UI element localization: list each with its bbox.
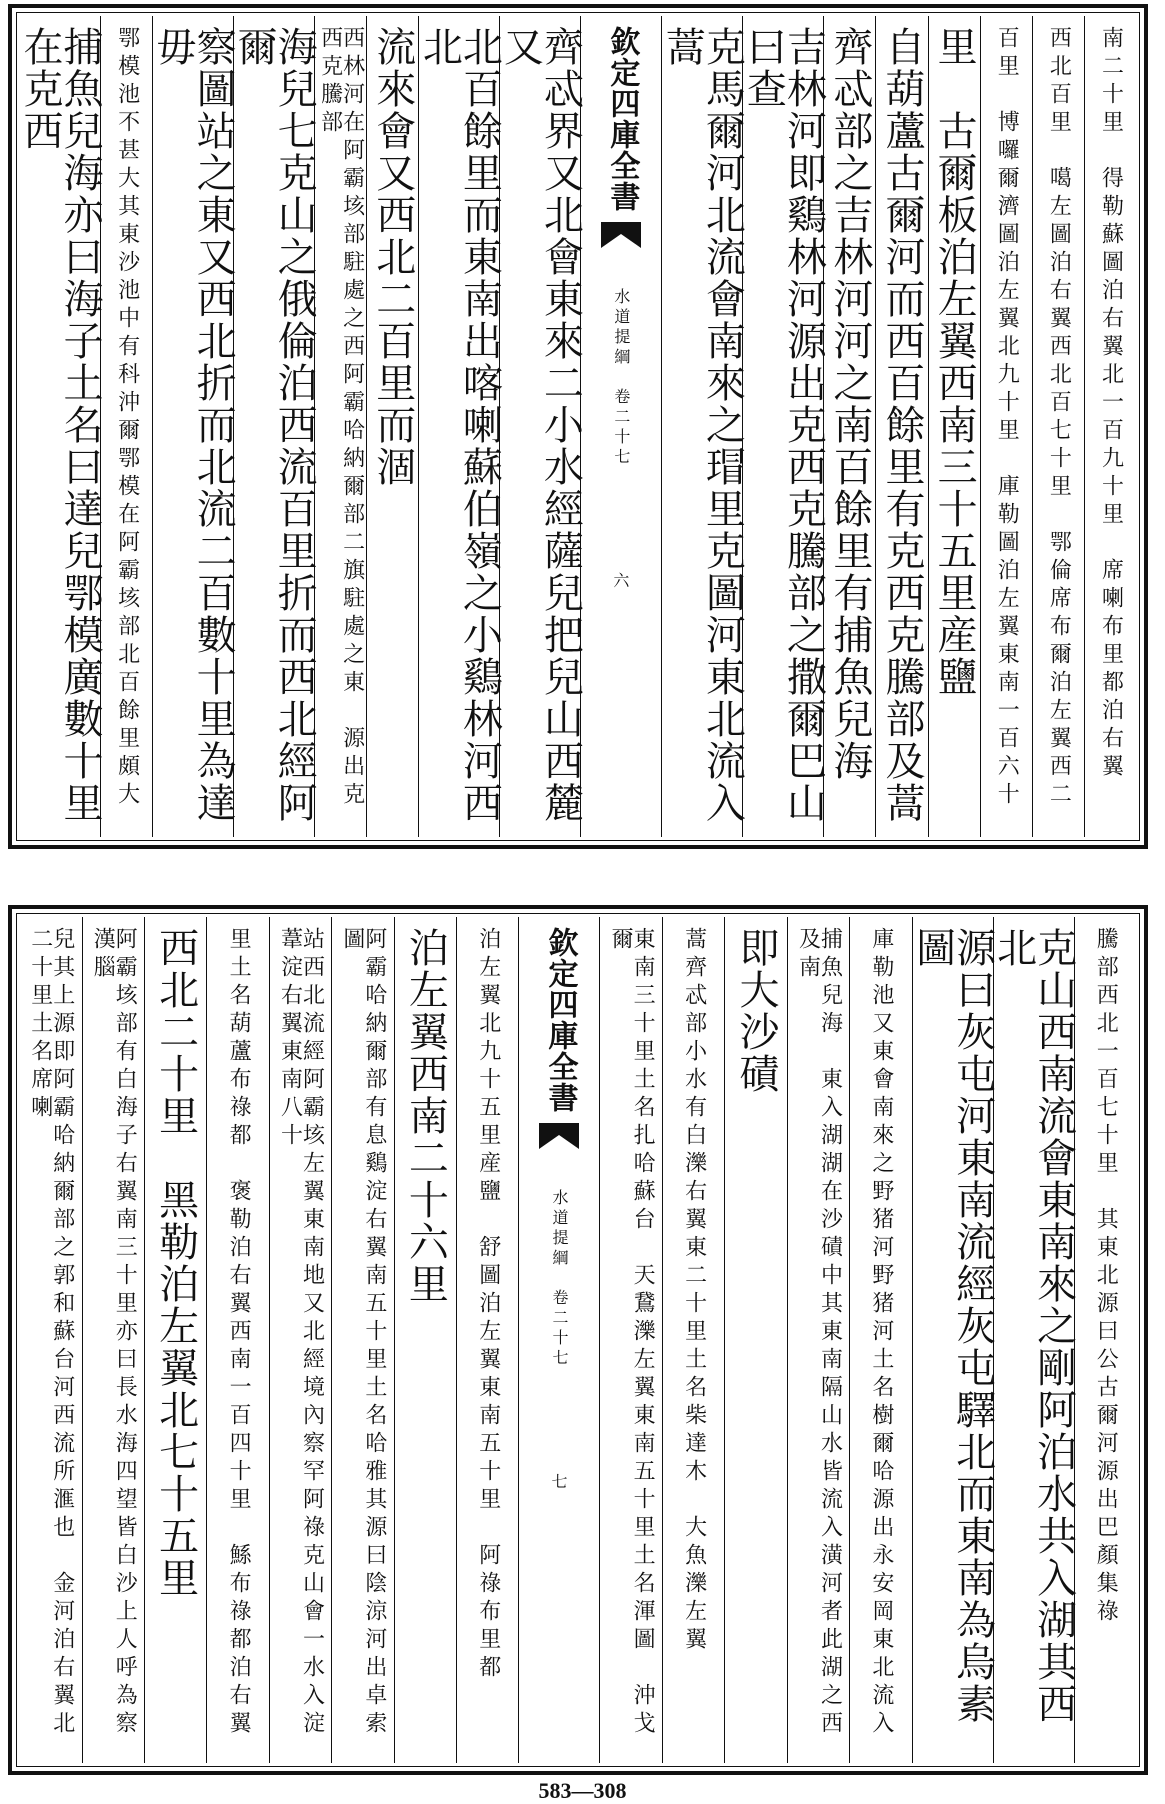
column-text: 吉林河即鷄林河源出克西克騰部之撒爾巴山曰查 [740,26,827,824]
right-column-8 [659,16,746,837]
right-column-8 [599,917,661,1763]
left-column-3 [331,917,393,1763]
column-text: 西林河在阿霸垓部駐處之西阿霸哈納爾部二旗駐處之東 源出克西克騰部 [317,26,365,810]
right-column-7 [740,16,827,837]
lower-columns [20,917,1136,1767]
column-text: 阿霸垓部有白海子右翼南三十里亦曰長水海四望皆白沙上人呼為察漢腦 [90,927,138,1739]
column-text: 捕魚兒海亦曰海子土名曰達兒鄂模廣數十里在克西 [17,26,104,824]
right-column-2 [1032,16,1084,837]
column-text: 克山西南流會東南來之剛阿泊水共入湖其西北 [990,927,1077,1725]
right-column-5 [875,16,927,837]
left-column-2 [394,917,456,1763]
lower-page [8,905,1148,1775]
right-column-6 [823,16,875,837]
column-text: 自葫蘆古爾河而西百餘里有克西克騰部及蒿 [879,26,925,824]
column-text: 即大沙磧 [733,927,780,1095]
left-column-5 [231,16,318,837]
column-text: 海兒七克山之俄倫泊西流百里折而西北經阿爾 [231,26,318,824]
left-column-1 [456,917,518,1763]
right-column-2 [990,917,1077,1763]
left-column-5 [206,917,268,1763]
center-fold [580,16,661,837]
column-text: 里 古爾板泊左翼西南三十五里産鹽 [931,26,978,698]
right-column-5 [787,917,849,1763]
column-text: 捕魚兒海 東入湖湖在沙磧中其東南隔山水皆流入潢河者此湖之西及南 [795,927,843,1739]
column-text: 察圖站之東又西北折而北流二百數十里為達毋 [150,26,237,824]
leaf-number: 六 [613,571,630,590]
column-text: 站西北流經阿霸垓左翼東南地又北經境內察罕阿祿克山會一水入淀 葦淀右翼東南八十 [277,927,325,1767]
column-text: 阿霸哈納爾部有息鷄淀右翼南五十里土名哈雅其源曰陰涼河出卓索圖 [339,927,387,1739]
right-column-7 [662,917,724,1763]
column-text: 泊左翼西南二十六里 [402,927,449,1305]
right-column-6 [724,917,786,1763]
left-column-3 [366,16,418,837]
column-text: 庫勒池又東會南來之野猪河野猪河土名樹爾哈源出永安岡東北流入 [868,927,894,1739]
right-column-1 [1084,16,1136,837]
column-text: 里土名葫蘆布祿都 褒勒泊右翼西南一百四十里 鯀布祿都泊右翼 [226,927,252,1739]
column-text: 西北百里 噶左圖泊右翼西北百七十里 鄂倫席布爾泊左翼西二 [1046,26,1072,810]
column-text: 兒其上源即阿霸哈納爾部之郭和蘇台河西流所滙也 金河泊右翼北二十里土名席喇 [27,927,75,1739]
left-column-8 [20,917,81,1763]
left-column-6 [144,917,206,1763]
column-text: 克馬爾河北流會南來之瑁里克圖河東北流入蒿 [659,26,746,824]
column-text: 鄂模池不甚大其東沙池中有科沖爾鄂模在阿霸垓部北百餘里頗大 [114,26,140,810]
leaf-number: 七 [551,1472,568,1491]
column-text: 東南三十里土名扎哈蘇台 天鵞濼左翼東南五十里土名渾圖 沖戈爾 [608,927,656,1739]
right-column-3 [909,917,996,1763]
page-footer-number: 583—308 [538,1778,627,1803]
volume-label: 水道提綱 卷二十七 [549,1189,569,1369]
left-column-2 [416,16,503,837]
right-column-4 [928,16,980,837]
column-text: 齊忒界又北會東來二小水經薩兒把兒山西麓又 [497,26,584,824]
column-text: 騰部西北一百七十里 其東北源曰公古爾河源出巴顏集祿 [1093,927,1119,1627]
upper-columns [17,16,1136,837]
left-column-4 [314,16,366,837]
left-column-7 [100,16,152,837]
right-column-1 [1074,917,1136,1763]
upper-page [8,4,1148,849]
right-column-3 [980,16,1032,837]
column-text: 蒿齊忒部小水有白濼右翼東二十里土名柴達木 大魚濼左翼 [681,927,707,1655]
volume-label: 水道提綱 卷二十七 [611,288,631,468]
left-column-6 [150,16,237,837]
column-text: 百里 博囉爾濟圖泊左翼北九十里 庫勒圖泊左翼東南一百六十 [994,26,1020,810]
left-column-4 [269,917,331,1767]
column-text: 流來會又西北二百里而涸 [369,26,416,488]
center-fold [518,917,599,1763]
column-text: 泊左翼北九十五里産鹽 舒圖泊左翼東南五十里 阿祿布里都 [475,927,501,1683]
fishtail-icon [601,222,641,248]
column-text: 北百餘里而東南出喀喇蘇伯嶺之小鷄林河西北 [416,26,503,824]
column-text: 源曰灰屯河東南流經灰屯驛北而東南為烏素圖 [909,927,996,1725]
series-title: 欽定四庫全書 [604,26,640,212]
left-column-1 [497,16,584,837]
fishtail-icon [539,1123,579,1149]
left-column-7 [82,917,144,1763]
column-text: 南二十里 得勒蘇圖泊右翼北一百九十里 席喇布里都泊右翼 [1098,26,1124,782]
column-text: 西北二十里 黑勒泊左翼北七十五里 [152,927,199,1599]
column-text: 齊忒部之吉林河河之南百餘里有捕魚兒海 [826,26,873,782]
right-column-4 [849,917,911,1763]
left-column-8 [17,16,104,837]
series-title: 欽定四庫全書 [542,927,578,1113]
